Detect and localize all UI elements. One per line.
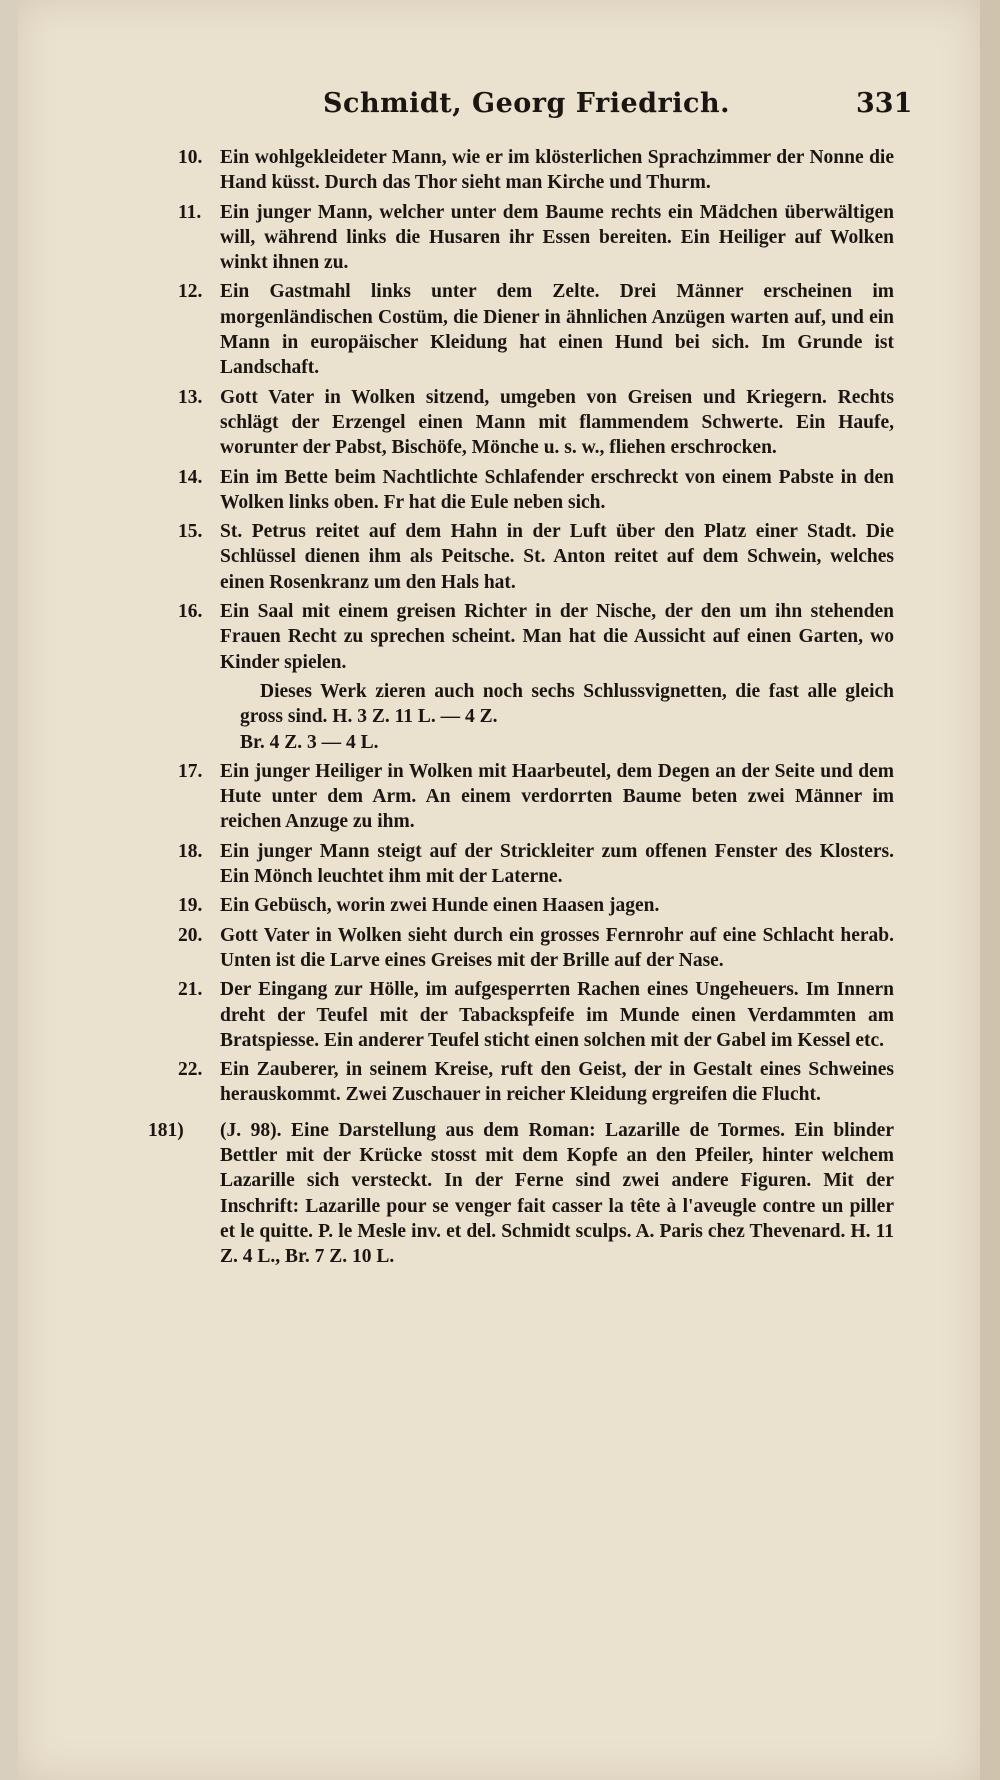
entry-text: Ein im Bette beim Nachtlichte Schlafender erschreckt von einem Pabste in den Wolken links oben. Fr hat die Eule neben sich.	[220, 466, 894, 513]
entry-text: Ein junger Heiliger in Wolken mit Haarbeutel, dem Degen an der Seite und dem Hute unter dem Arm. An einem verdorrten Baume beten zwei Männer im reichen Anzuge zu ihm.	[220, 760, 894, 833]
catalog-entry-17	[178, 759, 894, 835]
entry-number: 11.	[178, 201, 202, 223]
entry-text: Gott Vater in Wolken sieht durch ein grosses Fernrohr auf eine Schlacht herab. Unten ist die Larve eines Greises mit der Brille auf der Nase.	[220, 924, 894, 971]
catalog-entry-20	[178, 923, 894, 974]
page-edge	[980, 0, 1000, 1780]
entry-text: Ein Gebüsch, worin zwei Hunde einen Haasen jagen.	[220, 895, 660, 917]
entry-text: Der Eingang zur Hölle, im aufgesperrten Rachen eines Ungeheuers. Im Innern dreht der Teufel mit der Tabackspfeife im Munde einen Verdammten am Bratspiesse. Ein anderer Teufel sticht einen solchen mit der Gabel im Kessel etc.	[220, 979, 894, 1051]
entry-text: Ein junger Mann, welcher unter dem Baume rechts ein Mädchen überwältigen will, während links die Husaren ihr Essen bereiten. Ein Heiliger auf Wolken winkt ihnen zu.	[220, 201, 894, 274]
entry-text: Ein Gastmahl links unter dem Zelte. Drei Männer erscheinen im morgenländischen Costüm, die Diener in ähnlichen Anzügen warten auf, und ein Mann in europäischer Kleidung hat einen Hund bei sich. Im Grunde ist Landschaft.	[220, 281, 894, 379]
book-page	[18, 0, 980, 1780]
catalog-entry-14	[178, 465, 894, 516]
entry-number: 21.	[178, 979, 203, 1001]
note-line-2: Br. 4 Z. 3 — 4 L.	[240, 731, 379, 753]
entry-text: Ein junger Mann steigt auf der Strickleiter zum offenen Fenster des Klosters. Ein Mönch leuchtet ihm mit der Laterne.	[220, 840, 894, 888]
catalog-entry-21	[178, 977, 894, 1053]
entry-text: (J. 98). Eine Darstellung aus dem Roman: Lazarille de Tormes. Ein blinder Bettler mit der Krücke stosst mit dem Kopfe an den Pfeiler, hinter welchem Lazarille sich versteckt. In der Ferne sind zwei andere Figuren. Mit der Inschrift: Lazarille pour se venger fait casser la tête à l'aveugle contre un piller et le quitte. P. le Mesle inv. et del. Schmidt sculps. A. Paris chez Thevenard. H. 11 Z. 4 L., Br. 7 Z. 10 L.	[220, 1119, 894, 1268]
catalog-entry-18	[178, 839, 894, 890]
page-number: 331	[856, 88, 913, 119]
catalog-entry-13	[178, 385, 894, 461]
entry-number: 10.	[178, 147, 203, 168]
catalog-entry-11	[178, 200, 894, 276]
catalog-entry-181	[148, 1118, 894, 1270]
catalog-entry-22	[178, 1057, 894, 1108]
entry-number: 14.	[178, 466, 203, 488]
page-header	[18, 88, 980, 128]
vignettes-note	[178, 679, 894, 755]
entry-text: Ein Saal mit einem greisen Richter in der Nische, der den um ihn stehenden Frauen Recht zu sprechen scheint. Man hat die Aussicht auf einen Garten, wo Kinder spielen.	[220, 601, 894, 673]
entry-number: 20.	[178, 924, 203, 946]
catalog-entry-19	[178, 893, 894, 918]
catalog-entry-15	[178, 519, 894, 595]
running-title: Schmidt, Georg Friedrich.	[323, 88, 730, 119]
catalog-entry-10	[178, 145, 894, 196]
entry-text: Ein wohlgekleideter Mann, wie er im klösterlichen Sprachzimmer der Nonne die Hand küsst. Durch das Thor sieht man Kirche und Thurm.	[220, 147, 894, 194]
entry-number: 15.	[178, 521, 203, 543]
note-line-1: Dieses Werk zieren auch noch sechs Schlussvignetten, die fast alle gleich gross sind. H. 3 Z. 11 L. — 4 Z.	[240, 680, 894, 728]
entry-number: 12.	[178, 281, 203, 303]
entry-text: St. Petrus reitet auf dem Hahn in der Luft über den Platz einer Stadt. Die Schlüssel dienen ihm als Peitsche. St. Anton reitet auf dem Schwein, welches einen Rosenkranz um den Hals hat.	[220, 521, 894, 593]
entry-number: 13.	[178, 386, 203, 408]
entry-number: 181)	[148, 1119, 184, 1141]
page-body	[148, 145, 894, 1269]
entry-number: 19.	[178, 895, 203, 917]
entry-text: Ein Zauberer, in seinem Kreise, ruft den Geist, der in Gestalt eines Schweines herauskommt. Zwei Zuschauer in reicher Kleidung ergreifen die Flucht.	[220, 1059, 894, 1106]
entry-number: 22.	[178, 1059, 203, 1081]
entry-text: Gott Vater in Wolken sitzend, umgeben von Greisen und Kriegern. Rechts schlägt der Erzengel einen Mann mit flammendem Schwerte. Ein Haufe, worunter der Pabst, Bischöfe, Mönche u. s. w., fliehen erschrocken.	[220, 386, 894, 459]
entry-number: 16.	[178, 601, 203, 623]
catalog-entry-12	[178, 279, 894, 380]
catalog-entry-16	[178, 599, 894, 675]
entry-number: 17.	[178, 760, 203, 782]
entry-number: 18.	[178, 840, 203, 862]
